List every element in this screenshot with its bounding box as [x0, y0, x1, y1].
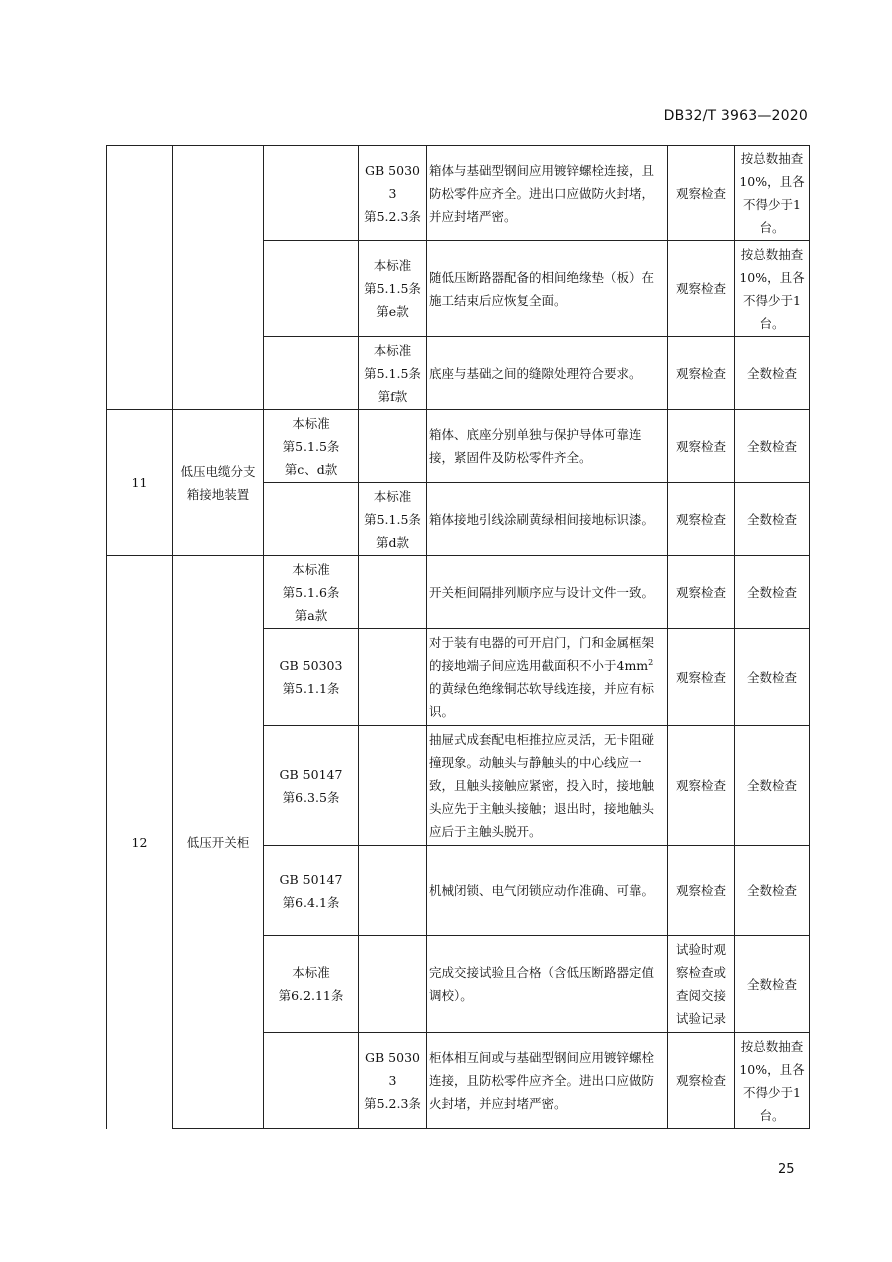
- requirement-cell: 抽屉式成套配电柜推拉应灵活，无卡阻碰撞现象。动触头与静触头的中心线应一致，且触头接触应紧密，投入时，接地触头应先于主触头接触；退出时，接地触头应后于主触头脱开。: [427, 726, 668, 846]
- requirement-cell: 完成交接试验且合格（含低压断路器定值调校）。: [427, 936, 668, 1033]
- item-name-cell: 低压开关柜: [173, 556, 264, 1129]
- general-item-cell: 本标准 第5.1.5条 第f款: [359, 337, 427, 410]
- general-item-cell: GB 50303 第5.2.3条: [359, 1033, 427, 1129]
- inspection-method-cell: 观察检查: [668, 629, 735, 726]
- inspection-quantity-cell: 全数检查: [735, 483, 810, 556]
- item-number-cell: [107, 146, 173, 410]
- requirement-cell: 开关柜间隔排列顺序应与设计文件一致。: [427, 556, 668, 629]
- requirement-cell: 箱体、底座分别单独与保护导体可靠连接，紧固件及防松零件齐全。: [427, 410, 668, 483]
- main-control-cell: [264, 241, 359, 337]
- inspection-quantity-cell: 按总数抽查10%，且各不得少于1台。: [735, 1033, 810, 1129]
- inspection-method-cell: 观察检查: [668, 726, 735, 846]
- requirement-cell: 箱体与基础型钢间应用镀锌螺栓连接，且防松零件应齐全。进出口应做防火封堵，并应封堵严密。: [427, 146, 668, 241]
- document-code: DB32/T 3963—2020: [663, 108, 808, 124]
- inspection-method-cell: 观察检查: [668, 241, 735, 337]
- general-item-cell: [359, 726, 427, 846]
- item-name-cell: [173, 146, 264, 410]
- inspection-method-cell: 观察检查: [668, 483, 735, 556]
- main-control-cell: [264, 1033, 359, 1129]
- requirement-cell: 随低压断路器配备的相间绝缘垫（板）在施工结束后应恢复全面。: [427, 241, 668, 337]
- page-number: 25: [778, 1162, 795, 1177]
- inspection-quantity-cell: 全数检查: [735, 629, 810, 726]
- inspection-method-cell: 观察检查: [668, 1033, 735, 1129]
- inspection-quantity-cell: 全数检查: [735, 726, 810, 846]
- item-name-cell: 低压电缆分支箱接地装置: [173, 410, 264, 556]
- main-control-cell: 本标准 第6.2.11条: [264, 936, 359, 1033]
- inspection-quantity-cell: 全数检查: [735, 556, 810, 629]
- inspection-table: [106, 145, 810, 1129]
- main-control-cell: 本标准 第5.1.5条 第c、d款: [264, 410, 359, 483]
- inspection-quantity-cell: 全数检查: [735, 936, 810, 1033]
- item-number-cell: 11: [107, 410, 173, 556]
- superscript-exponent: 2: [648, 657, 654, 667]
- main-control-cell: [264, 483, 359, 556]
- main-control-cell: GB 50303 第5.1.1条: [264, 629, 359, 726]
- inspection-quantity-cell: 按总数抽查10%，且各不得少于1台。: [735, 146, 810, 241]
- requirement-cell: 柜体相互间或与基础型钢间应用镀锌螺栓连接，且防松零件应齐全。进出口应做防火封堵，并应封堵严密。: [427, 1033, 668, 1129]
- inspection-quantity-cell: 按总数抽查10%，且各不得少于1台。: [735, 241, 810, 337]
- general-item-cell: [359, 846, 427, 936]
- inspection-method-cell: 观察检查: [668, 556, 735, 629]
- item-number-cell: 12: [107, 556, 173, 1129]
- main-control-cell: [264, 337, 359, 410]
- general-item-cell: GB 50303 第5.2.3条: [359, 146, 427, 241]
- inspection-quantity-cell: 全数检查: [735, 337, 810, 410]
- inspection-method-cell: 观察检查: [668, 846, 735, 936]
- inspection-quantity-cell: 全数检查: [735, 410, 810, 483]
- main-control-cell: [264, 146, 359, 241]
- requirement-cell: 箱体接地引线涂刷黄绿相间接地标识漆。: [427, 483, 668, 556]
- main-control-cell: GB 50147 第6.3.5条: [264, 726, 359, 846]
- requirement-cell: 机械闭锁、电气闭锁应动作准确、可靠。: [427, 846, 668, 936]
- inspection-quantity-cell: 全数检查: [735, 846, 810, 936]
- table-row: [107, 146, 810, 241]
- table-row: [107, 556, 810, 629]
- general-item-cell: 本标准 第5.1.5条 第e款: [359, 241, 427, 337]
- general-item-cell: [359, 556, 427, 629]
- requirement-cell: 底座与基础之间的缝隙处理符合要求。: [427, 337, 668, 410]
- table-row: [107, 410, 810, 483]
- main-control-cell: 本标准 第5.1.6条 第a款: [264, 556, 359, 629]
- requirement-text-post: 的黄绿色绝缘铜芯软导线连接，并应有标识。: [429, 681, 655, 719]
- general-item-cell: [359, 936, 427, 1033]
- inspection-method-cell: 观察检查: [668, 410, 735, 483]
- general-item-cell: [359, 410, 427, 483]
- inspection-method-cell: 观察检查: [668, 337, 735, 410]
- inspection-method-cell: 观察检查: [668, 146, 735, 241]
- main-control-cell: GB 50147 第6.4.1条: [264, 846, 359, 936]
- general-item-cell: [359, 629, 427, 726]
- requirement-cell: [427, 629, 668, 726]
- requirement-text-pre: 对于装有电器的可开启门，门和金属框架的接地端子间应选用截面积不小于4mm: [429, 635, 655, 673]
- general-item-cell: 本标准 第5.1.5条 第d款: [359, 483, 427, 556]
- inspection-method-cell: 试验时观察检查或查阅交接试验记录: [668, 936, 735, 1033]
